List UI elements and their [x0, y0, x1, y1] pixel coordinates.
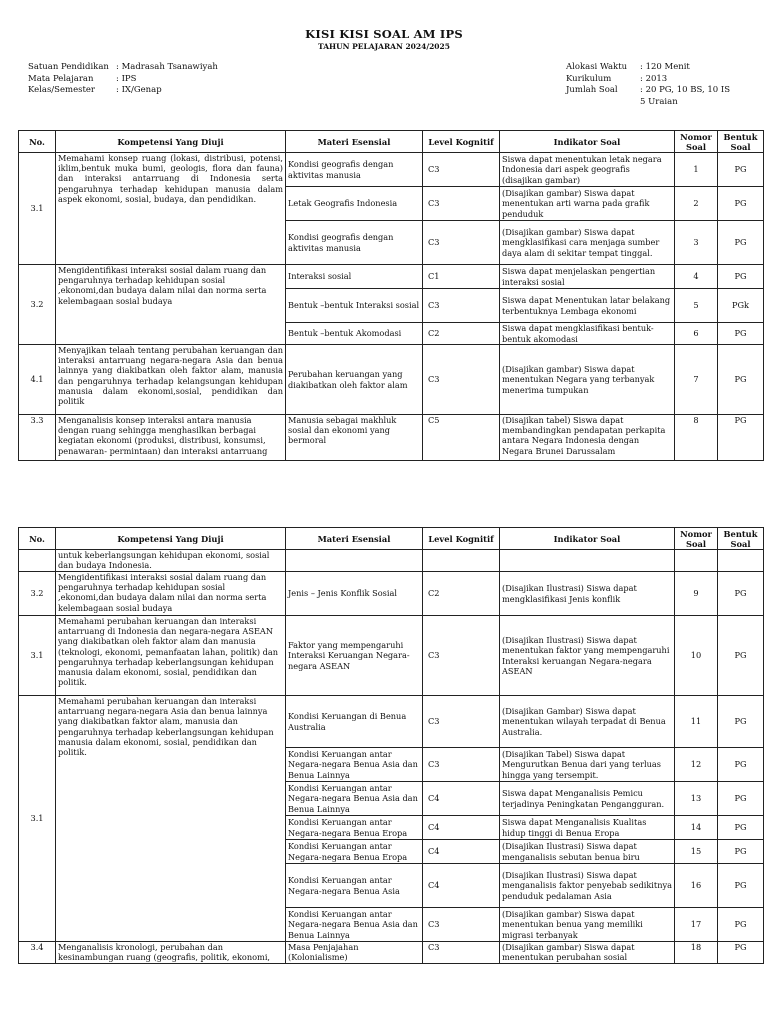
kd-number: 3.1 — [19, 696, 56, 942]
table-header-row — [19, 528, 764, 550]
nomor-cell: 4 — [675, 265, 718, 289]
nomor-cell: 5 — [675, 289, 718, 323]
info-label: Satuan Pendidikan — [28, 62, 109, 72]
bentuk-cell: PG — [718, 415, 764, 461]
kd-text: Menganalisis kronologi, perubahan dan kesinambungan ruang (geografis, politik, ekonomi, — [56, 942, 286, 964]
nomor-cell: 7 — [675, 345, 718, 415]
table-row — [19, 696, 764, 748]
nomor-cell: 15 — [675, 840, 718, 864]
indikator-cell: (Disajikan gambar) Siswa dapat menentukan perubahan sosial — [500, 942, 675, 964]
materi-cell: Faktor yang mempengaruhi Interaksi Keruangan Negara-negara ASEAN — [286, 616, 423, 696]
kd-text: Mengidentifikasi interaksi sosial dalam ruang dan pengaruhnya terhadap kehidupan sosial ,ekonomi,dan budaya dalam nilai dan norma serta kelembagaan sosial budaya — [56, 265, 286, 345]
info-value: : 2013 — [640, 73, 668, 84]
level-cell: C4 — [423, 782, 500, 816]
level-cell: C3 — [423, 153, 500, 187]
table-row — [19, 153, 764, 187]
kd-number: 4.1 — [19, 345, 56, 415]
empty-cell — [500, 550, 675, 572]
table-row — [19, 572, 764, 616]
materi-cell: Perubahan keruangan yang diakibatkan oleh faktor alam — [286, 345, 423, 415]
header-bentuk-soal: Bentuk Soal — [718, 131, 764, 153]
info-label: Jumlah Soal — [566, 85, 618, 95]
indikator-cell: (Disajikan gambar) Siswa dapat menentukan benua yang memiliki migrasi terbanyak — [500, 908, 675, 942]
info-row-alokasi — [566, 62, 730, 74]
level-cell: C3 — [423, 748, 500, 782]
header-indikator: Indikator Soal — [500, 131, 675, 153]
level-cell: C2 — [423, 572, 500, 616]
table-row — [19, 550, 764, 572]
bentuk-cell: PG — [718, 782, 764, 816]
document-subtitle: TAHUN PELAJARAN 2024/2025 — [318, 42, 450, 51]
kd-text: Menyajikan telaah tentang perubahan keruangan dan interaksi antarruang negara-negara Asia dan benua lainnya yang diakibatkan oleh faktor alam, manusia dan pengaruhnya terhadap kelangsungan kehidupan manusia dalam ekonomi,sosial, pendidikan dan politik — [56, 345, 286, 415]
nomor-cell: 2 — [675, 187, 718, 221]
kisi-table-page-2 — [18, 527, 764, 964]
empty-cell — [718, 550, 764, 572]
level-cell: C1 — [423, 265, 500, 289]
bentuk-cell: PG — [718, 221, 764, 265]
header-nomor-soal: Nomor Soal — [675, 528, 718, 550]
nomor-cell: 12 — [675, 748, 718, 782]
header-nomor-soal: Nomor Soal — [675, 131, 718, 153]
info-row-satuan — [28, 62, 218, 74]
level-cell: C3 — [423, 345, 500, 415]
empty-cell — [19, 550, 56, 572]
nomor-cell: 3 — [675, 221, 718, 265]
header-kompetensi: Kompetensi Yang Diuji — [56, 131, 286, 153]
indikator-cell: Siswa dapat Menentukan latar belakang terbentuknya Lembaga ekonomi — [500, 289, 675, 323]
level-cell: C3 — [423, 289, 500, 323]
indikator-cell: (Disajikan gambar) Siswa dapat mengklasifikasi cara menjaga sumber daya alam di sekitar tempat tinggal. — [500, 221, 675, 265]
info-label: Mata Pelajaran — [28, 73, 94, 84]
indikator-cell: (Disajikan Ilustrasi) Siswa dapat menentukan faktor yang mempengaruhi Interaksi keruangan Negara-negara ASEAN — [500, 616, 675, 696]
empty-cell — [286, 550, 423, 572]
materi-cell: Kondisi Keruangan antar Negara-negara Benua Asia — [286, 864, 423, 908]
materi-cell: Bentuk –bentuk Akomodasi — [286, 323, 423, 345]
kd-text: Memahami perubahan keruangan dan interaksi antarruang di Indonesia dan negara-negara ASEAN yang diakibatkan oleh faktor alam dan manusia (teknologi, ekonomi, pemanfaatan lahan, politik) dan pengaruhnya terhadap keberlangsungan kehidupan manusia dalam ekonomi, sosial, pendidikan dan politik. — [56, 616, 286, 696]
nomor-cell: 10 — [675, 616, 718, 696]
level-cell: C3 — [423, 221, 500, 265]
level-cell: C3 — [423, 942, 500, 964]
materi-cell: Masa Penjajahan (Kolonialisme) — [286, 942, 423, 964]
materi-cell: Kondisi Keruangan di Benua Australia — [286, 696, 423, 748]
nomor-cell: 17 — [675, 908, 718, 942]
indikator-cell: Siswa dapat Menganalisis Kualitas hidup tinggi di Benua Eropa — [500, 816, 675, 840]
materi-cell: Kondisi Keruangan antar Negara-negara Benua Asia dan Benua Lainnya — [286, 908, 423, 942]
materi-cell: Interaksi sosial — [286, 265, 423, 289]
indikator-cell: (Disajikan gambar) Siswa dapat menentukan arti warna pada grafik penduduk — [500, 187, 675, 221]
indikator-cell: Siswa dapat menjelaskan pengertian interaksi sosial — [500, 265, 675, 289]
header-kompetensi: Kompetensi Yang Diuji — [56, 528, 286, 550]
materi-cell: Kondisi Keruangan antar Negara-negara Benua Eropa — [286, 816, 423, 840]
kd-number: 3.4 — [19, 942, 56, 964]
kd-number: 3.1 — [19, 616, 56, 696]
indikator-cell: (Disajikan Tabel) Siswa dapat Mengurutkan Benua dari yang terluas hingga yang tersempit. — [500, 748, 675, 782]
nomor-cell: 13 — [675, 782, 718, 816]
level-cell: C5 — [423, 415, 500, 461]
info-right — [566, 62, 730, 108]
nomor-cell: 6 — [675, 323, 718, 345]
bentuk-cell: PG — [718, 748, 764, 782]
header-level: Level Kognitif — [423, 131, 500, 153]
materi-cell: Jenis – Jenis Konflik Sosial — [286, 572, 423, 616]
header-materi: Materi Esensial — [286, 131, 423, 153]
bentuk-cell: PG — [718, 864, 764, 908]
nomor-cell: 16 — [675, 864, 718, 908]
header-indikator: Indikator Soal — [500, 528, 675, 550]
kd-text: Menganalisis konsep interaksi antara manusia dengan ruang sehingga menghasilkan berbagai kegiatan ekonomi (produksi, distribusi, konsumsi, penawaran- permintaan) dan interaksi antarruang — [56, 415, 286, 461]
nomor-cell: 14 — [675, 816, 718, 840]
bentuk-cell: PG — [718, 840, 764, 864]
materi-cell: Manusia sebagai makhluk sosial dan ekonomi yang bermoral — [286, 415, 423, 461]
materi-cell: Kondisi geografis dengan aktivitas manusia — [286, 153, 423, 187]
level-cell: C2 — [423, 323, 500, 345]
materi-cell: Kondisi geografis dengan aktivitas manusia — [286, 221, 423, 265]
info-value: : 120 Menit — [640, 62, 690, 72]
indikator-cell: (Disajikan Ilustrasi) Siswa dapat menganalisis faktor penyebab sedikitnya penduduk pedalaman Asia — [500, 864, 675, 908]
indikator-cell: (Disajikan Ilustrasi) Siswa dapat mengklasifikasi Jenis konflik — [500, 572, 675, 616]
bentuk-cell: PG — [718, 572, 764, 616]
header-no: No. — [19, 131, 56, 153]
level-cell: C3 — [423, 616, 500, 696]
materi-cell: Kondisi Keruangan antar Negara-negara Benua Asia dan Benua Lainnya — [286, 782, 423, 816]
indikator-cell: (Disajikan Ilustrasi) Siswa dapat menganalisis sebutan benua biru — [500, 840, 675, 864]
bentuk-cell: PG — [718, 696, 764, 748]
bentuk-cell: PG — [718, 345, 764, 415]
header-materi: Materi Esensial — [286, 528, 423, 550]
level-cell: C4 — [423, 816, 500, 840]
info-label: Kurikulum — [566, 73, 612, 84]
info-row-jumlah — [566, 85, 730, 108]
bentuk-cell: PG — [718, 816, 764, 840]
info-value: : Madrasah Tsanawiyah — [116, 62, 218, 72]
header-bentuk-soal: Bentuk Soal — [718, 528, 764, 550]
info-label: Kelas/Semester — [28, 85, 95, 95]
kd-number: 3.1 — [19, 153, 56, 265]
info-left — [28, 62, 218, 97]
document-title: KISI KISI SOAL AM IPS — [305, 27, 463, 41]
level-cell: C3 — [423, 187, 500, 221]
materi-cell: Kondisi Keruangan antar Negara-negara Benua Eropa — [286, 840, 423, 864]
kd-number: 3.3 — [19, 415, 56, 461]
indikator-cell: (Disajikan Gambar) Siswa dapat menentukan wilayah terpadat di Benua Australia. — [500, 696, 675, 748]
kd-continuation: untuk keberlangsungan kehidupan ekonomi, sosial dan budaya Indonesia. — [56, 550, 286, 572]
empty-cell — [423, 550, 500, 572]
bentuk-cell: PG — [718, 187, 764, 221]
materi-cell: Kondisi Keruangan antar Negara-negara Benua Asia dan Benua Lainnya — [286, 748, 423, 782]
kisi-table-page-1 — [18, 130, 764, 461]
indikator-cell: Siswa dapat mengklasifikasi bentuk-bentuk akomodasi — [500, 323, 675, 345]
bentuk-cell: PGk — [718, 289, 764, 323]
nomor-cell: 18 — [675, 942, 718, 964]
table-row — [19, 616, 764, 696]
header-no: No. — [19, 528, 56, 550]
info-value: : IX/Genap — [116, 85, 162, 95]
kd-text: Memahami perubahan keruangan dan interaksi antarruang negara-negara Asia dan benua lainnya yang diakibatkan faktor alam, manusia dan pengaruhnya terhadap keberlangsungan kehidupan manusia dalam ekonomi, sosial, pendidikan dan politik. — [56, 696, 286, 942]
bentuk-cell: PG — [718, 908, 764, 942]
table-row — [19, 265, 764, 289]
materi-cell: Bentuk –bentuk Interaksi sosial — [286, 289, 423, 323]
bentuk-cell: PG — [718, 323, 764, 345]
bentuk-cell: PG — [718, 265, 764, 289]
empty-cell — [675, 550, 718, 572]
kd-text: Memahami konsep ruang (lokasi, distribusi, potensi, iklim,bentuk muka bumi, geologis, flora dan fauna) dan interaksi antarruang di Indonesia serta pengaruhnya terhadap kehidupan manusia dalam aspek ekonomi, sosial, budaya, dan pendidikan. — [56, 153, 286, 265]
level-cell: C4 — [423, 840, 500, 864]
bentuk-cell: PG — [718, 616, 764, 696]
materi-cell: Letak Geografis Indonesia — [286, 187, 423, 221]
nomor-cell: 9 — [675, 572, 718, 616]
bentuk-cell: PG — [718, 153, 764, 187]
nomor-cell: 11 — [675, 696, 718, 748]
level-cell: C4 — [423, 864, 500, 908]
bentuk-cell: PG — [718, 942, 764, 964]
indikator-cell: (Disajikan tabel) Siswa dapat membandingkan pendapatan perkapita antara Negara Indonesia dengan Negara Brunei Darussalam — [500, 415, 675, 461]
level-cell: C3 — [423, 908, 500, 942]
kd-number: 3.2 — [19, 265, 56, 345]
info-row-mapel — [28, 74, 218, 86]
nomor-cell: 1 — [675, 153, 718, 187]
table-header-row — [19, 131, 764, 153]
info-row-kurikulum — [566, 74, 730, 86]
indikator-cell: (Disajikan gambar) Siswa dapat menentukan Negara yang terbanyak menerima tumpukan — [500, 345, 675, 415]
indikator-cell: Siswa dapat menentukan letak negara Indonesia dari aspek geografis (disajikan gambar) — [500, 153, 675, 187]
table-row — [19, 415, 764, 461]
info-value: : IPS — [116, 73, 137, 84]
header-level: Level Kognitif — [423, 528, 500, 550]
kd-text: Mengidentifikasi interaksi sosial dalam ruang dan pengaruhnya terhadap kehidupan sosial ,ekonomi,dan budaya dalam nilai dan norma serta kelembagaan sosial budaya — [56, 572, 286, 616]
info-value: : 20 PG, 10 BS, 10 IS 5 Uraian — [640, 85, 731, 107]
kd-number: 3.2 — [19, 572, 56, 616]
info-label: Alokasi Waktu — [566, 62, 628, 72]
indikator-cell: Siswa dapat Menganalisis Pemicu terjadinya Peningkatan Pengangguran. — [500, 782, 675, 816]
nomor-cell: 8 — [675, 415, 718, 461]
info-row-kelas — [28, 85, 218, 97]
table-row — [19, 345, 764, 415]
table-row — [19, 942, 764, 964]
level-cell: C3 — [423, 696, 500, 748]
